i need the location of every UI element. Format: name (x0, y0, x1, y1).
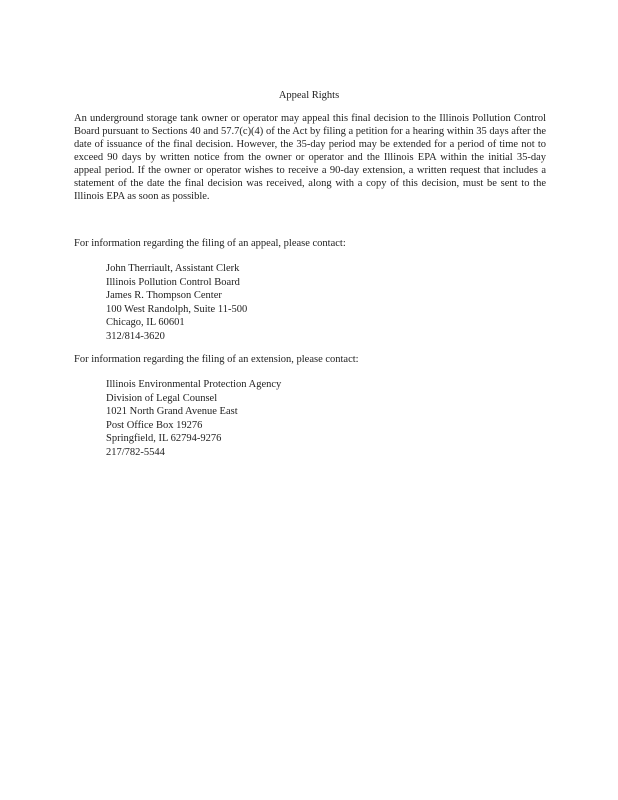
address-line: Illinois Pollution Control Board (106, 276, 240, 288)
address-line: Division of Legal Counsel (106, 392, 218, 404)
pollution-control-board-address (106, 262, 247, 344)
address-line: 100 West Randolph, Suite 11-500 (106, 303, 248, 315)
appeal-rights-paragraph: An underground storage tank owner or operator may appeal this final decision to the Illinois Pollution Control Board pursuant to Sections 40 and 57.7(c)(4) of the Act by filing a petition for a hearing within 35 days after the date of issuance of the final decision. However, the 35-day period may be extended for a period of time not to exceed 90 days by written notice from the owner or operator and the Illinois EPA within the initial 35-day appeal period. If the owner or operator wishes to receive a 90-day extension, a written request that includes a statement of the date the final decision was received, along with a copy of this decision, must be sent to the Illinois EPA as soon as possible. (74, 113, 546, 202)
address-phone: 217/782-5544 (106, 446, 165, 458)
address-line: John Therriault, Assistant Clerk (106, 263, 240, 274)
address-line: Chicago, IL 60601 (106, 317, 185, 329)
appeal-contact-intro: For information regarding the filing of an appeal, please contact: (74, 238, 346, 249)
address-line: Post Office Box 19276 (106, 419, 203, 431)
address-line: Springfield, IL 62794-9276 (106, 433, 222, 445)
extension-contact-intro: For information regarding the filing of an extension, please contact: (74, 354, 359, 365)
document-title: Appeal Rights (278, 90, 340, 101)
address-line: Illinois Environmental Protection Agency (106, 379, 282, 390)
address-line: 1021 North Grand Avenue East (106, 406, 238, 418)
address-line: James R. Thompson Center (106, 290, 222, 302)
address-phone: 312/814-3620 (106, 330, 165, 342)
illinois-epa-address (106, 378, 281, 460)
